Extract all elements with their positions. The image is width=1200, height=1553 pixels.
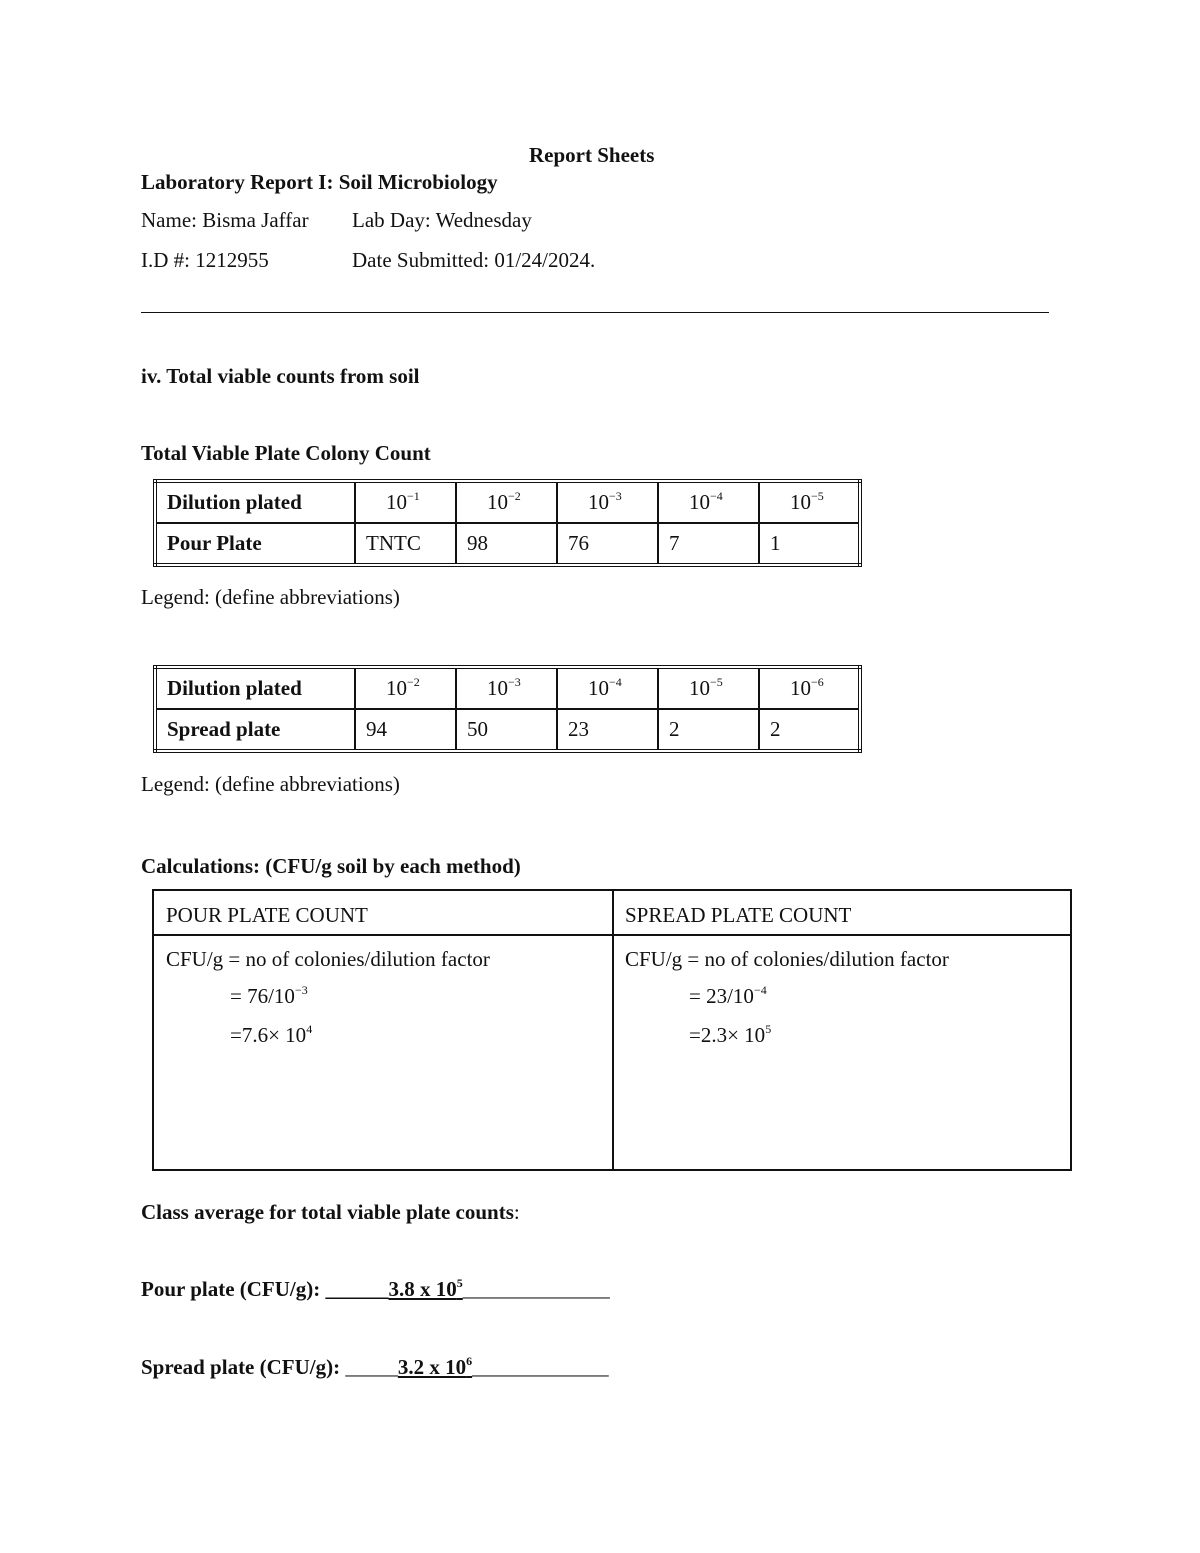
spread-step2: $=2.3\times 10^5$ <box>689 1022 772 1047</box>
report-title: Laboratory Report I: Soil Microbiology <box>141 170 498 194</box>
dilution-cell: $10^{-2}$ <box>456 481 557 523</box>
pour-step2: $=7.6\times 10^4$ <box>230 1022 313 1047</box>
count-cell: 2 <box>658 709 759 751</box>
row-label: Pour Plate <box>155 523 355 565</box>
dilution-cell: $10^{-3}$ <box>456 667 557 709</box>
dilution-header-label: Dilution plated <box>155 481 355 523</box>
calculations-heading: Calculations: (CFU/g soil by each method) <box>141 854 521 878</box>
dilution-cell: $10^{-4}$ <box>557 667 658 709</box>
spread-average-value: 3.2 x $10^6$ <box>397 1354 473 1379</box>
pour-step1: = $76/10^{-3}$ <box>230 983 308 1008</box>
count-cell: TNTC <box>355 523 456 565</box>
spread-average-label: Spread plate (CFU/g): <box>141 1355 346 1379</box>
table-row <box>155 667 860 709</box>
table-title: Total Viable Plate Colony Count <box>141 441 431 465</box>
count-cell: 76 <box>557 523 658 565</box>
header-divider <box>141 312 1049 313</box>
count-cell: 23 <box>557 709 658 751</box>
pour-average-value: 3.8 x $10^5$ <box>388 1276 463 1301</box>
count-cell: 94 <box>355 709 456 751</box>
dilution-cell: $10^{-3}$ <box>557 481 658 523</box>
table-row <box>155 709 860 751</box>
pour-plate-table <box>153 479 862 567</box>
count-cell: 98 <box>456 523 557 565</box>
pour-legend: Legend: (define abbreviations) <box>141 585 400 609</box>
table-row <box>155 481 860 523</box>
dilution-cell: $10^{-6}$ <box>759 667 860 709</box>
calculations-table <box>152 889 1072 1171</box>
count-cell: 50 <box>456 709 557 751</box>
header-divider <box>154 934 1070 936</box>
spread-step1: = $23/10^{-4}$ <box>689 983 767 1008</box>
pour-average-label: Pour plate (CFU/g): <box>141 1277 326 1301</box>
date-submitted: Date Submitted: 01/24/2024. <box>352 248 596 272</box>
section-heading: iv. Total viable counts from soil <box>141 364 420 388</box>
spread-plate-average: Spread plate (CFU/g): _____3.2 x $10^6\_\_\_\_\_\_\_\_\_\_\_\_\_$ <box>141 1354 609 1379</box>
count-cell: 2 <box>759 709 860 751</box>
count-cell: 1 <box>759 523 860 565</box>
student-name: Name: Bisma Jaffar <box>141 208 309 232</box>
row-label: Spread plate <box>155 709 355 751</box>
pour-formula: CFU/g = no of colonies/dilution factor <box>166 947 490 971</box>
dilution-cell: $10^{-1}$ <box>355 481 456 523</box>
class-average-heading: Class average for total viable plate counts: <box>141 1200 520 1224</box>
pour-plate-average: Pour plate (CFU/g): ______3.8 x $10^5\_\_\_\_\_\_\_\_\_\_\_\_\_\_$ <box>141 1276 610 1301</box>
dilution-header-label: Dilution plated <box>155 667 355 709</box>
spread-plate-table <box>153 665 862 753</box>
column-divider <box>612 891 614 1169</box>
spread-formula: CFU/g = no of colonies/dilution factor <box>625 947 949 971</box>
pour-calc-header: POUR PLATE COUNT <box>166 903 368 927</box>
count-cell: 7 <box>658 523 759 565</box>
dilution-cell: $10^{-5}$ <box>658 667 759 709</box>
student-id: I.D #: 1212955 <box>141 248 269 272</box>
dilution-cell: $10^{-4}$ <box>658 481 759 523</box>
spread-calc-header: SPREAD PLATE COUNT <box>625 903 852 927</box>
dilution-cell: $10^{-5}$ <box>759 481 860 523</box>
dilution-cell: $10^{-2}$ <box>355 667 456 709</box>
spread-legend: Legend: (define abbreviations) <box>141 772 400 796</box>
lab-day: Lab Day: Wednesday <box>352 208 532 232</box>
page-title: Report Sheets <box>529 143 655 167</box>
table-row <box>155 523 860 565</box>
